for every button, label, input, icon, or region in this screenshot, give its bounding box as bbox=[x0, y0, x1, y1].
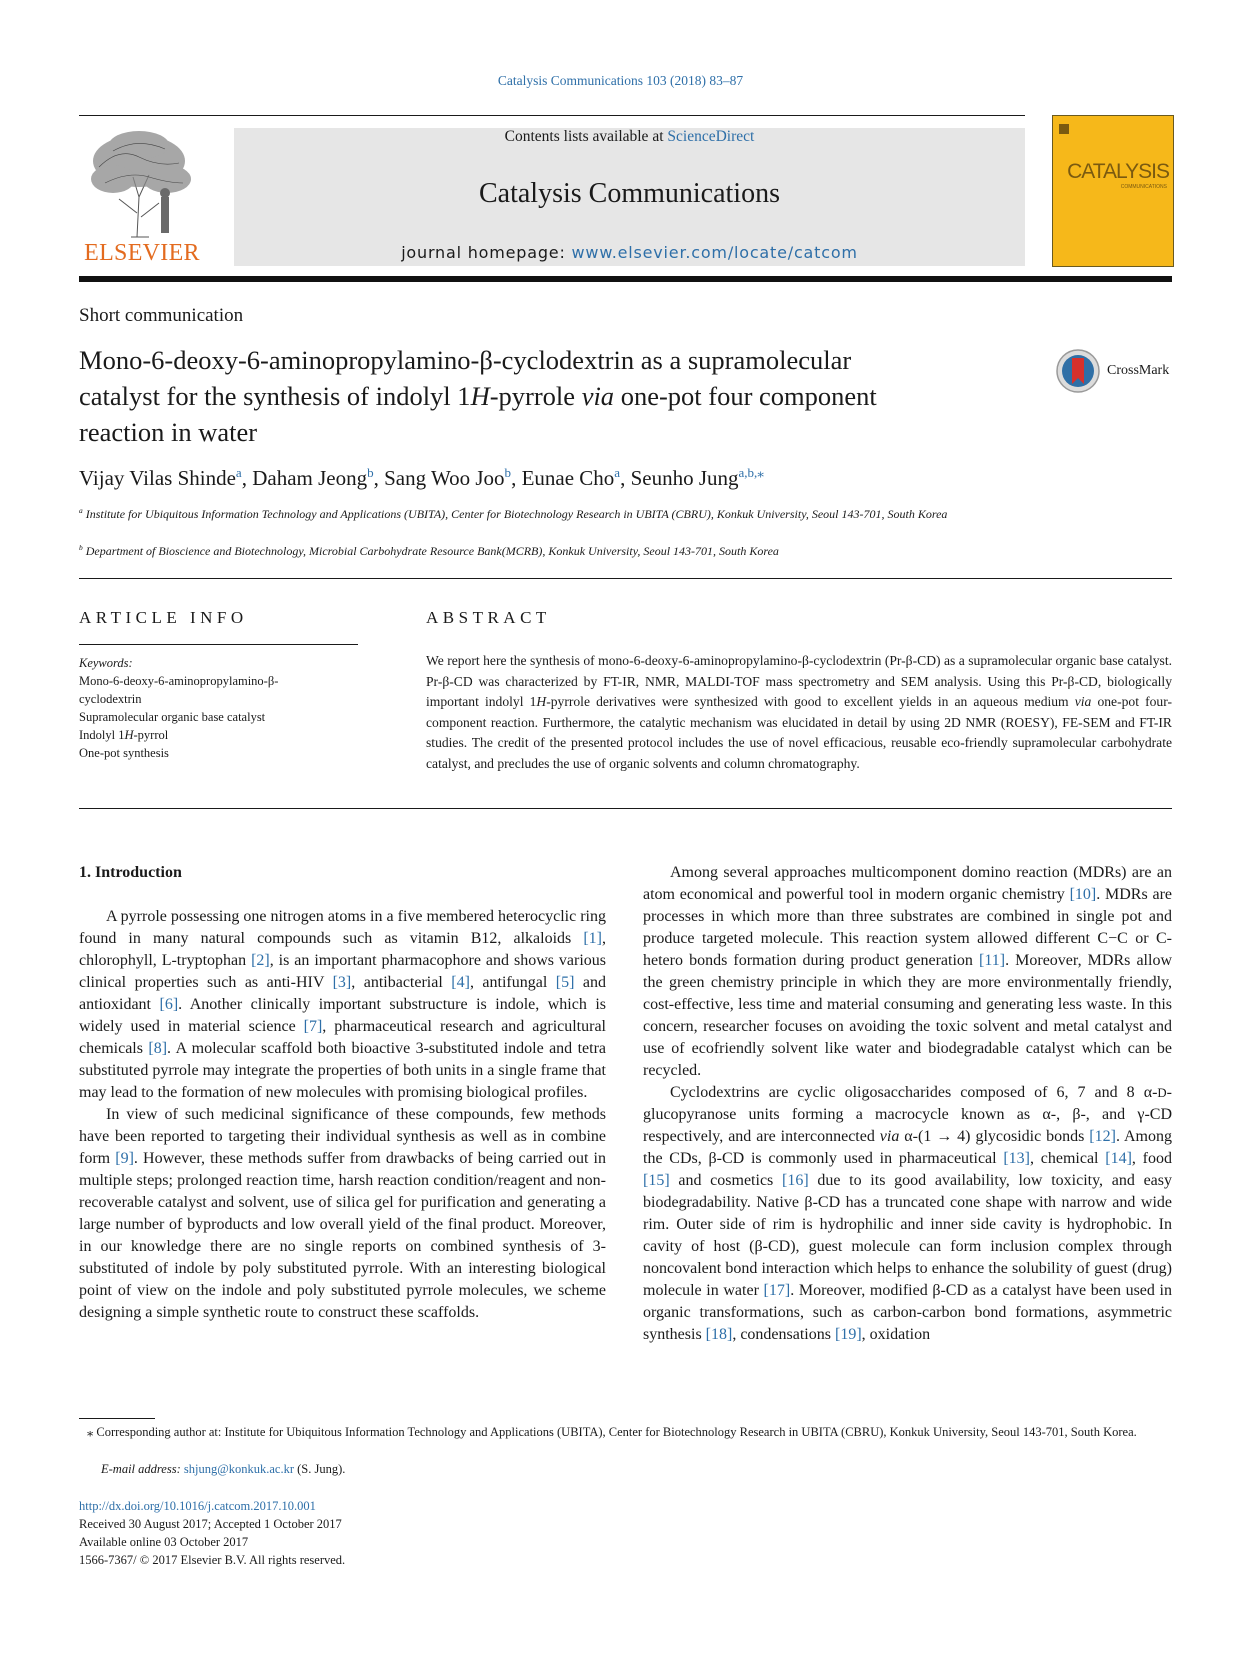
journal-homepage bbox=[234, 243, 1025, 262]
keyword: One-pot synthesis bbox=[79, 746, 169, 760]
body-column-right bbox=[643, 862, 1172, 1346]
abstract-text: We report here the synthesis of mono-6-deoxy-6-aminopropylamino-β-cyclodextrin (Pr-β-CD) as a supramolecular organic base catalyst. Pr-β-CD was characterized by FT-IR, NMR, MALDI-TOF mass spectrometry and SEM analysis. Using this Pr-β-CD, biologically important indolyl 1H-pyrrole derivatives were synthesized with good to excellent yields in an aqueous medium via one-pot four-component reaction. Furthermore, the catalytic mechanism was elucidated in detail by using 2D NMR (ROESY), FE-SEM and FT-IR studies. The credit of the presented protocol includes the use of novel efficacious, reusable eco-friendly supramolecular carbohydrate catalyst, and precludes the use of organic solvents and column chromatography. bbox=[426, 653, 1172, 771]
publication-info bbox=[79, 1497, 345, 1569]
citation-link[interactable]: [18] bbox=[705, 1326, 733, 1343]
citation-link[interactable]: [5] bbox=[555, 974, 575, 991]
citation-link[interactable]: [11] bbox=[979, 952, 1006, 969]
keyword: Indolyl 1H-pyrrol bbox=[79, 728, 169, 742]
citation-link[interactable]: [10] bbox=[1069, 886, 1097, 903]
journal-banner bbox=[234, 128, 1025, 266]
sciencedirect-link[interactable]: ScienceDirect bbox=[667, 128, 755, 145]
title-line-3: reaction in water bbox=[79, 417, 258, 447]
crossmark-badge[interactable] bbox=[1055, 348, 1185, 398]
citation-link[interactable]: [3] bbox=[332, 974, 352, 991]
keyword: Supramolecular organic base catalyst bbox=[79, 710, 266, 724]
publisher-name: ELSEVIER bbox=[84, 240, 200, 266]
received-dates: Received 30 August 2017; Accepted 1 October 2017 bbox=[79, 1517, 342, 1531]
journal-name: Catalysis Communications bbox=[479, 178, 780, 209]
paragraph: Among several approaches multicomponent domino reaction (MDRs) are an atom economical and powerful tool in modern organic chemistry [10]. MDRs are processes in which more than three substrates are combined in single pot and produce targeted molecule. This reaction system allowed different C−C or C-hetero bonds formation during product generation [11]. Moreover, MDRs allow the green chemistry principle in which they are more environmentally friendly, cost-effective, less time and material consuming and generating less waste. In this concern, researcher focuses on avoiding the toxic solvent and metal catalyst and use of ecofriendly solvent like water and biodegradable catalyst which can be recycled. bbox=[643, 864, 1173, 1079]
journal-cover[interactable] bbox=[1052, 115, 1174, 267]
abstract-heading: ABSTRACT bbox=[426, 608, 551, 627]
elsevier-logo bbox=[79, 127, 205, 267]
article-type: Short communication bbox=[79, 305, 244, 326]
keyword-continued: cyclodextrin bbox=[79, 692, 142, 706]
section-heading-introduction: 1. Introduction bbox=[79, 864, 182, 881]
keyword: Mono-6-deoxy-6-aminopropylamino-β- bbox=[79, 674, 279, 688]
author[interactable]: Eunae Cho bbox=[521, 466, 615, 490]
available-online: Available online 03 October 2017 bbox=[79, 1535, 249, 1549]
paragraph: A pyrrole possessing one nitrogen atoms in a five membered heterocyclic ring found in many natural compounds such as vitamin B12, alkaloids [1], chlorophyll, L-tryptophan [2], is an important pharmacophore and shows various clinical properties such as anti-HIV [3], antibacterial [4], antifungal [5] and antioxidant [6]. Another clinically important substructure is indole, which is widely used in material science [7], pharmaceutical research and agricultural chemicals [8]. A molecular scaffold both bioactive 3-substituted indole and tetra substituted pyrrole may integrate the properties of both units in a single frame that may lead to the formation of new molecules with promising biological profiles. bbox=[79, 908, 607, 1101]
email-link[interactable]: shjung@konkuk.ac.kr bbox=[183, 1462, 294, 1476]
footnote-rule bbox=[79, 1418, 155, 1419]
contents-prefix: Contents lists available at bbox=[504, 128, 664, 145]
divider bbox=[79, 578, 1172, 579]
title-line-1: Mono-6-deoxy-6-aminopropylamino-β-cyclodextrin as a supramolecular bbox=[79, 345, 852, 375]
cover-title: CATALYSIS bbox=[1067, 160, 1169, 183]
citation-link[interactable]: [6] bbox=[159, 996, 179, 1013]
keywords-label: Keywords: bbox=[79, 656, 133, 670]
paragraph: In view of such medicinal significance of these compounds, few methods have been reported to targeting their individual synthesis as well as in combine form [9]. However, these methods suffer from drawbacks of being carried out in multiple steps; prolonged reaction time, harsh reaction condition/reagent and non- recoverable catalyst and solvent, use of silica gel for purification and generating a large number of byproducts and low overall yield of the final product. Moreover, in our knowledge there are no single reports on combined synthesis of 3-substituted of indole by poly substituted pyrrole. With an interesting biological point of view on the indole and poly substituted pyrrole molecules, we scheme designing a simple synthetic route to construct these scaffolds. bbox=[79, 1106, 606, 1321]
homepage-prefix: journal homepage: bbox=[401, 243, 566, 262]
cover-subtitle: COMMUNICATIONS bbox=[1120, 184, 1167, 190]
author-affiliation-mark: a bbox=[235, 465, 242, 480]
affiliation-a: $^a$ Institute for Ubiquitous Information Technology and Applications (UBITA), Center for Biotechnology Research in UBITA (CBRU), Konkuk University, Seoul 143-701, South Korea bbox=[79, 506, 948, 521]
citation-link[interactable]: [1] bbox=[583, 930, 602, 947]
crossmark-label: CrossMark bbox=[1107, 363, 1170, 378]
citation-link[interactable]: [13] bbox=[1003, 1150, 1030, 1167]
homepage-link[interactable]: www.elsevier.com/locate/catcom bbox=[571, 243, 858, 262]
author-affiliation-mark: b bbox=[367, 465, 374, 480]
affiliation-b: $^b$ Department of Bioscience and Biotechnology, Microbial Carbohydrate Resource Bank(MCRB), Konkuk University, Seoul 143-701, South Korea bbox=[79, 543, 779, 558]
crossmark-icon bbox=[1055, 348, 1101, 394]
body-column-left bbox=[79, 906, 606, 1324]
author-affiliation-mark: b bbox=[504, 465, 512, 480]
citation-link[interactable]: [19] bbox=[834, 1326, 862, 1343]
doi-link[interactable]: http://dx.doi.org/10.1016/j.catcom.2017.10.001 bbox=[79, 1499, 316, 1513]
author-affiliation-mark: a bbox=[614, 465, 621, 480]
citation-link[interactable]: [17] bbox=[763, 1282, 791, 1299]
journal-reference[interactable]: Catalysis Communications 103 (2018) 83–87 bbox=[497, 73, 744, 88]
contents-line bbox=[234, 128, 1025, 146]
corresponding-footnote: ⁎ Corresponding author at: Institute for Ubiquitous Information Technology and Applications (UBITA), Center for Biotechnology Research in UBITA (CBRU), Konkuk University, Seoul 143-701, South Korea. bbox=[87, 1425, 1137, 1439]
header-rule bbox=[79, 276, 1172, 282]
keywords bbox=[79, 654, 359, 762]
email-line: E-mail address: shjung@konkuk.ac.kr (S. Jung). bbox=[101, 1462, 346, 1476]
cover-emblem-icon bbox=[1059, 124, 1069, 134]
paragraph: Cyclodextrins are cyclic oligosaccharides composed of 6, 7 and 8 α-D-glucopyranose units forming a macrocycle known as α-, β-, and γ-CD respectively, and are interconnected via α-(1 → 4) glycosidic bonds [12]. Among the CDs, β-CD is commonly used in pharmaceutical [13], chemical [14], food [15] and cosmetics [16] due to its good availability, low toxicity, and easy biodegradability. Native β-CD has a truncated cone shape with narrow and wide rim. Outer side of rim is hydrophilic and inner side cavity is hydrophobic. In cavity of host (β-CD), guest molecule can form inclusion complex through noncovalent bond interaction which helps to enhance the solubility of guest (drug) molecule in water [17]. Moreover, modified β-CD as a catalyst have been used in organic transformations, such as carbon-carbon bond formations, asymmetric synthesis [18], condensations [19], oxidation bbox=[643, 1084, 1173, 1343]
citation-link[interactable]: [4] bbox=[451, 974, 470, 991]
article-info-heading: ARTICLE INFO bbox=[79, 608, 248, 627]
article-title bbox=[79, 342, 1059, 450]
citation-link[interactable]: [2] bbox=[251, 952, 270, 969]
tree-icon bbox=[79, 127, 205, 239]
copyright: 1566-7367/ © 2017 Elsevier B.V. All rights reserved. bbox=[79, 1553, 346, 1567]
citation-link[interactable]: [8] bbox=[148, 1040, 168, 1057]
author-affiliation-mark: a,b,⁎ bbox=[738, 465, 764, 480]
top-rule bbox=[79, 115, 1025, 116]
citation-link[interactable]: [16] bbox=[781, 1172, 809, 1189]
corresponding-author-mark[interactable]: ⁎ bbox=[757, 465, 764, 480]
title-line-2: catalyst for the synthesis of indolyl 1H-pyrrole via one-pot four component bbox=[79, 381, 877, 411]
citation-link[interactable]: [12] bbox=[1089, 1128, 1116, 1145]
author[interactable]: Seunho Jung bbox=[630, 466, 739, 490]
citation-link[interactable]: [14] bbox=[1105, 1150, 1132, 1167]
citation-link[interactable]: [9] bbox=[115, 1150, 134, 1167]
author-list: Vijay Vilas Shinde$^a$, Daham Jeong$^b$, Sang Woo Joo$^b$, Eunae Cho$^a$, Seunho Jung$^{a,b,⁎}$ bbox=[79, 465, 764, 490]
author[interactable]: Vijay Vilas Shinde bbox=[79, 466, 236, 490]
article-info-rule bbox=[79, 644, 358, 645]
citation-link[interactable]: [15] bbox=[643, 1172, 670, 1189]
citation-link[interactable]: [7] bbox=[303, 1018, 323, 1035]
divider bbox=[79, 808, 1172, 809]
author[interactable]: Daham Jeong bbox=[252, 466, 368, 490]
author[interactable]: Sang Woo Joo bbox=[384, 466, 505, 490]
